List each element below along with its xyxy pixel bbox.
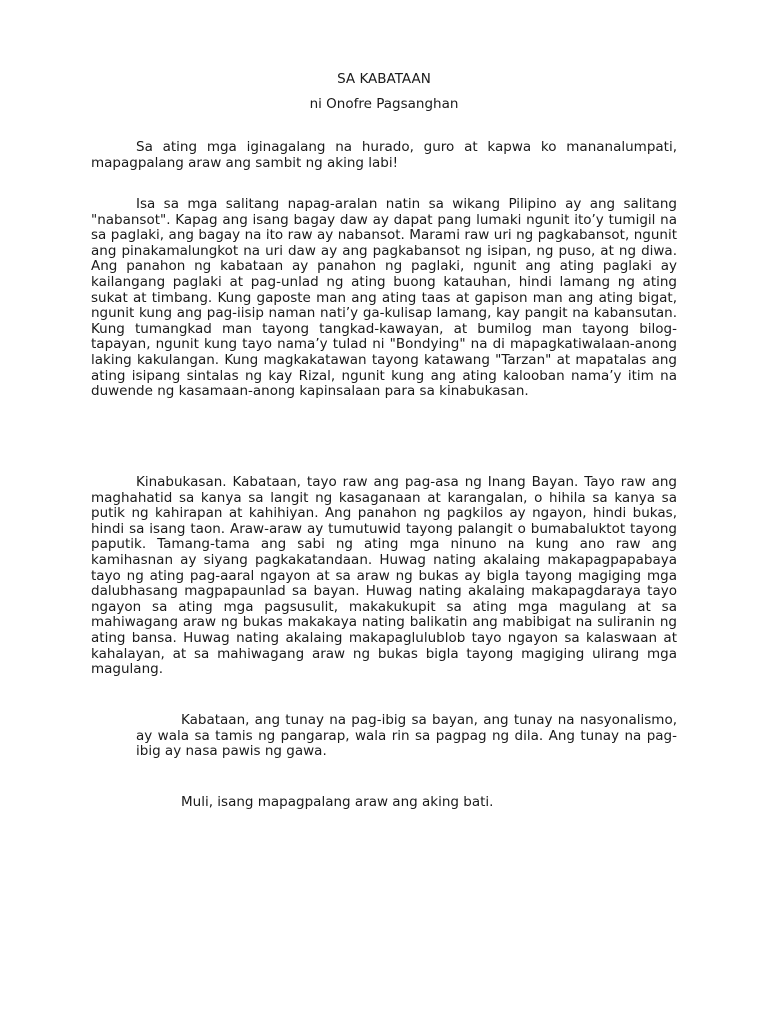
paragraph-kinabukasan: Kinabukasan. Kabataan, tayo raw ang pag-asa ng Inang Bayan. Tayo raw ang maghahatid sa kanya sa langit ng kasaganaan at karangalan, o hihila sa kanya sa putik ng kahirapan at kahihiyan. Ang panahon ng pagkilos ay ngayon, hindi bukas, hindi sa isang taon. Araw-araw ay tumutuwid tayong palangit o bumabaluktot tayong paputik. Tamang-tama ang sabi ng ating mga ninuno na kung ano raw ang kamihasnan ay siyang pagkakatandaan. Huwag nating akalaing makapagpapabaya tayo ng ating pag-aaral ngayon at sa araw ng bukas ay bigla tayong magiging mga dalubhasang magpapaunlad sa bayan. Huwag nating akalaing makapagdaraya tayo ngayon sa ating mga pagsusulit, makakukupit sa ating mga magulang at sa mahiwagang araw ng bukas makakaya nating balikatin ang mabibigat na suliranin ng ating bansa. Huwag nating akalaing makapaglulublob tayo ngayon sa kalaswaan at kahalayan, at sa mahiwagang araw ng bukas bigla tayong magiging ulirang mga magulang. xyxy=(91,474,677,678)
document-title: SA KABATAAN xyxy=(337,71,431,87)
paragraph-tunay-na-pag-ibig: Kabataan, ang tunay na pag-ibig sa bayan, ang tunay na nasyonalismo, ay wala sa tamis ng pangarap, wala rin sa pagpag ng dila. Ang tunay na pag-ibig ay nasa pawis ng gawa. xyxy=(136,712,677,760)
greeting-paragraph: Sa ating mga iginagalang na hurado, guro at kapwa ko mananalumpati, mapagpalang araw ang sambit ng aking labi! xyxy=(91,139,677,171)
closing-paragraph: Muli, isang mapagpalang araw ang aking bati. xyxy=(181,794,494,810)
paragraph-nabansot: Isa sa mga salitang napag-aralan natin sa wikang Pilipino ay ang salitang "nabansot". Kapag ang isang bagay daw ay dapat pang lumaki ngunit ito’y tumigil na sa paglaki, ang bagay na ito raw ay nabansot. Marami raw uri ng pagkabansot, ngunit ang pinakamalungkot na uri daw ay ang pagkabansot ng isipan, ng puso, at ng diwa. Ang panahon ng kabataan ay panahon ng paglaki, ngunit ang ating paglaki ay kailangang paglaki at pag-unlad ng ating buong katauhan, hindi lamang ng ating sukat at timbang. Kung gaposte man ang ating taas at gapison man ang ating bigat, ngunit kung ang pag-iisip naman nati’y ga-kulisap lamang, kay pangit na kabansutan. Kung tumangkad man tayong tangkad-kawayan, at bumilog man tayong bilog-tapayan, ngunit kung tayo nama’y tulad ni "Bondying" na di mapagkatiwalaan-anong laking kakulangan. Kung magkakatawan tayong katawang "Tarzan" at mapatalas ang ating isipang sintalas ng kay Rizal, ngunit kung ang ating kalooban nama’y itim na duwende ng kasamaan-anong kapinsalaan para sa kinabukasan. xyxy=(91,196,677,400)
document-author: ni Onofre Pagsanghan xyxy=(309,96,459,112)
